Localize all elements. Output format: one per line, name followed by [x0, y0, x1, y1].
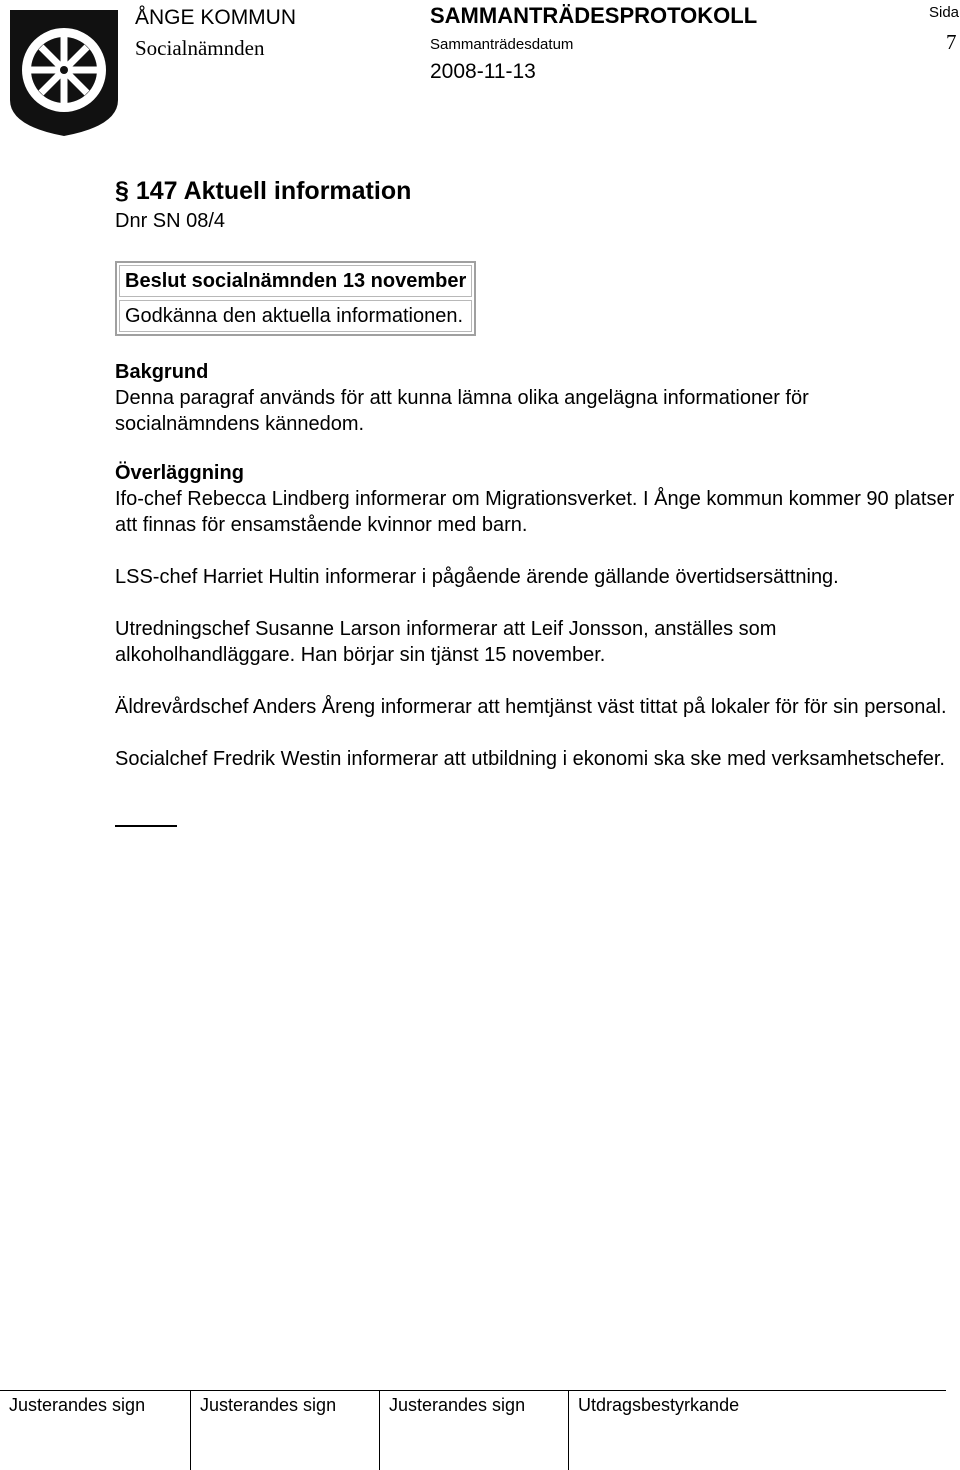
meeting-date: 2008-11-13	[430, 60, 536, 83]
signature-cell-1: Justerandes sign	[9, 1395, 146, 1415]
main-content	[115, 175, 955, 827]
decision-heading: Beslut socialnämnden 13 november	[119, 265, 472, 297]
department-name: Socialnämnden	[135, 36, 265, 60]
signature-footer	[0, 1390, 946, 1470]
discussion-paragraph: Utredningschef Susanne Larson informerar att Leif Jonsson, anställes som alkoholhandläggare. Han börjar sin tjänst 15 november.	[115, 618, 777, 666]
certification-cell: Utdragsbestyrkande	[568, 1391, 946, 1470]
decision-text: Godkänna den aktuella informationen.	[119, 300, 472, 332]
discussion-paragraph: Ifo-chef Rebecca Lindberg informerar om Migrationsverket. I Ånge kommun kommer 90 platser att finnas för ensamstående kvinnor med barn.	[115, 488, 955, 536]
document-title: SAMMANTRÄDESPROTOKOLL	[430, 3, 758, 28]
page-label: Sida	[929, 4, 960, 21]
discussion-paragraph: LSS-chef Harriet Hultin informerar i pågående ärende gällande övertidsersättning.	[115, 566, 839, 588]
signature-cell-2: Justerandes sign	[190, 1391, 380, 1470]
wheel-crest-icon	[8, 8, 120, 138]
background-text: Denna paragraf används för att kunna lämna olika angelägna informationer för socialnämndens kännedom.	[115, 387, 809, 435]
decision-box	[115, 261, 476, 336]
section-symbol: §	[115, 177, 129, 205]
discussion-paragraph: Äldrevårdschef Anders Åreng informerar att hemtjänst väst tittat på lokaler för för sin personal.	[115, 696, 947, 718]
section-title-text: 147 Aktuell information	[135, 177, 412, 205]
signature-cell-3: Justerandes sign	[379, 1391, 569, 1470]
organization-name: ÅNGE KOMMUN	[135, 6, 297, 29]
case-number: Dnr SN 08/4	[115, 210, 226, 232]
section-title	[115, 175, 955, 207]
discussion-heading: Överläggning	[115, 462, 244, 484]
end-divider	[115, 810, 177, 827]
background-heading: Bakgrund	[115, 361, 209, 383]
meeting-date-label: Sammanträdesdatum	[430, 36, 574, 53]
page-number: 7	[946, 30, 957, 54]
discussion-paragraph: Socialchef Fredrik Westin informerar att utbildning i ekonomi ska ske med verksamhetschefer.	[115, 748, 945, 770]
